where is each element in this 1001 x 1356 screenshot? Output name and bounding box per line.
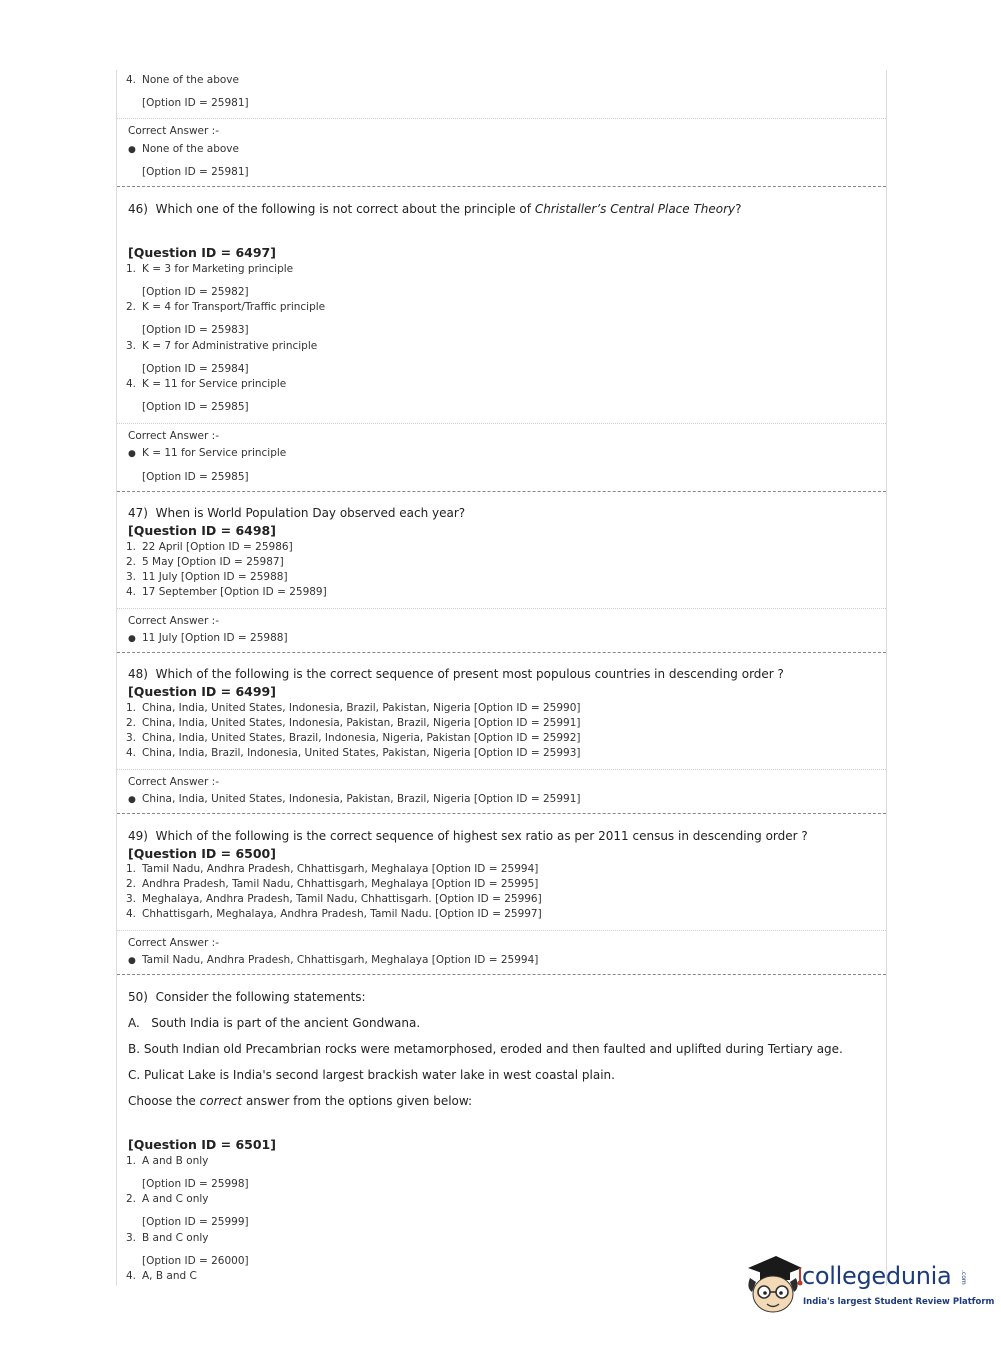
question-separator (117, 186, 886, 187)
q46-text: 46) Which one of the following is not correct about the principle of Christaller’s Central Place Theory? (128, 202, 742, 216)
q48-option-3: 3. China, India, United States, Brazil, Indonesia, Nigeria, Pakistan [Option ID = 25992] (126, 732, 581, 744)
q49-option-1: 1. Tamil Nadu, Andhra Pradesh, Chhattisgarh, Meghalaya [Option ID = 25994] (126, 863, 539, 875)
q46-option-1: 1. K = 3 for Marketing principle (126, 263, 294, 275)
q48-option-4: 4. China, India, Brazil, Indonesia, United States, Pakistan, Nigeria [Option ID = 25993] (126, 747, 581, 759)
q50-statement-c: C. Pulicat Lake is India's second largest brackish water lake in west coastal plain. (128, 1068, 615, 1082)
correct-answer-label: Correct Answer :- (128, 937, 219, 949)
correct-answer-label: Correct Answer :- (128, 125, 219, 137)
q46-option-2: 2. K = 4 for Transport/Traffic principle (126, 301, 326, 313)
q50-option-1: 1. A and B only (126, 1155, 209, 1167)
q50-option-2-id: [Option ID = 25999] (142, 1216, 249, 1228)
q50-option-2: 2. A and C only (126, 1193, 209, 1205)
q49-text: 49) Which of the following is the correct sequence of highest sex ratio as per 2011 census in descending order ? (128, 829, 808, 843)
q46-option-3: 3. K = 7 for Administrative principle (126, 340, 318, 352)
q50-option-1-id: [Option ID = 25998] (142, 1178, 249, 1190)
q49-option-3: 3. Meghalaya, Andhra Pradesh, Tamil Nadu, Chhattisgarh. [Option ID = 25996] (126, 893, 542, 905)
q49-option-4: 4. Chhattisgarh, Meghalaya, Andhra Pradesh, Tamil Nadu. [Option ID = 25997] (126, 908, 542, 920)
q50-option-3-id: [Option ID = 26000] (142, 1255, 249, 1267)
q47-option-1: 1. 22 April [Option ID = 25986] (126, 541, 293, 553)
correct-answer-label: Correct Answer :- (128, 776, 219, 788)
divider (117, 608, 886, 609)
q46-option-1-id: [Option ID = 25982] (142, 286, 249, 298)
q47-option-3: 3. 11 July [Option ID = 25988] (126, 571, 288, 583)
q48-text: 48) Which of the following is the correct sequence of present most populous countries in descending order ? (128, 667, 784, 681)
divider (117, 930, 886, 931)
q49-correct-answer: ● Tamil Nadu, Andhra Pradesh, Chhattisgarh, Meghalaya [Option ID = 25994] (128, 954, 539, 966)
question-separator (117, 652, 886, 653)
q47-option-2: 2. 5 May [Option ID = 25987] (126, 556, 284, 568)
q47-correct-answer: ● 11 July [Option ID = 25988] (128, 632, 288, 644)
q50-question-id: [Question ID = 6501] (128, 1137, 276, 1152)
q50-statement-b: B. South Indian old Precambrian rocks were metamorphosed, eroded and then faulted and uplifted during Tertiary age. (128, 1042, 843, 1056)
question-separator (117, 813, 886, 814)
q46-option-2-id: [Option ID = 25983] (142, 324, 249, 336)
q49-option-2: 2. Andhra Pradesh, Tamil Nadu, Chhattisgarh, Meghalaya [Option ID = 25995] (126, 878, 539, 890)
q46-option-3-id: [Option ID = 25984] (142, 363, 249, 375)
q50-text: 50) Consider the following statements: (128, 990, 366, 1004)
q47-option-4: 4. 17 September [Option ID = 25989] (126, 586, 327, 598)
divider (117, 118, 886, 119)
q45-correct-option-id: [Option ID = 25981] (142, 166, 249, 178)
logo-tagline: India's largest Student Review Platform (803, 1297, 995, 1307)
q50-instruction: Choose the correct answer from the options given below: (128, 1094, 473, 1108)
q50-option-3: 3. B and C only (126, 1232, 209, 1244)
q46-option-4-id: [Option ID = 25985] (142, 401, 249, 413)
q49-question-id: [Question ID = 6500] (128, 846, 276, 861)
q46-correct-option-id: [Option ID = 25985] (142, 471, 249, 483)
q50-option-4: 4. A, B and C (126, 1270, 197, 1282)
correct-answer-label: Correct Answer :- (128, 430, 219, 442)
q48-option-1: 1. China, India, United States, Indonesia, Brazil, Pakistan, Nigeria [Option ID = 25990] (126, 702, 581, 714)
q46-correct-answer: ● K = 11 for Service principle (128, 447, 287, 459)
q50-statement-a: A. South India is part of the ancient Gondwana. (128, 1016, 421, 1030)
correct-answer-label: Correct Answer :- (128, 615, 219, 627)
q45-option-4: 4. None of the above (126, 74, 239, 86)
divider (117, 423, 886, 424)
question-separator (117, 974, 886, 975)
mascot-icon (742, 1248, 804, 1320)
q47-text: 47) When is World Population Day observed each year? (128, 506, 466, 520)
q46-option-4: 4. K = 11 for Service principle (126, 378, 287, 390)
q48-correct-answer: ● China, India, United States, Indonesia, Pakistan, Brazil, Nigeria [Option ID = 25991] (128, 793, 581, 805)
q45-correct-answer: ● None of the above (128, 143, 239, 155)
q47-question-id: [Question ID = 6498] (128, 523, 276, 538)
logo-wordmark: collegedunia (802, 1262, 952, 1290)
q48-option-2: 2. China, India, United States, Indonesia, Pakistan, Brazil, Nigeria [Option ID = 25991] (126, 717, 581, 729)
divider (117, 769, 886, 770)
question-paper-page (116, 70, 887, 1286)
q46-question-id: [Question ID = 6497] (128, 245, 276, 260)
question-separator (117, 491, 886, 492)
q48-question-id: [Question ID = 6499] (128, 684, 276, 699)
q45-option-4-id: [Option ID = 25981] (142, 97, 249, 109)
collegedunia-logo[interactable] (742, 1248, 995, 1323)
logo-dotcom: .com (960, 1270, 967, 1285)
